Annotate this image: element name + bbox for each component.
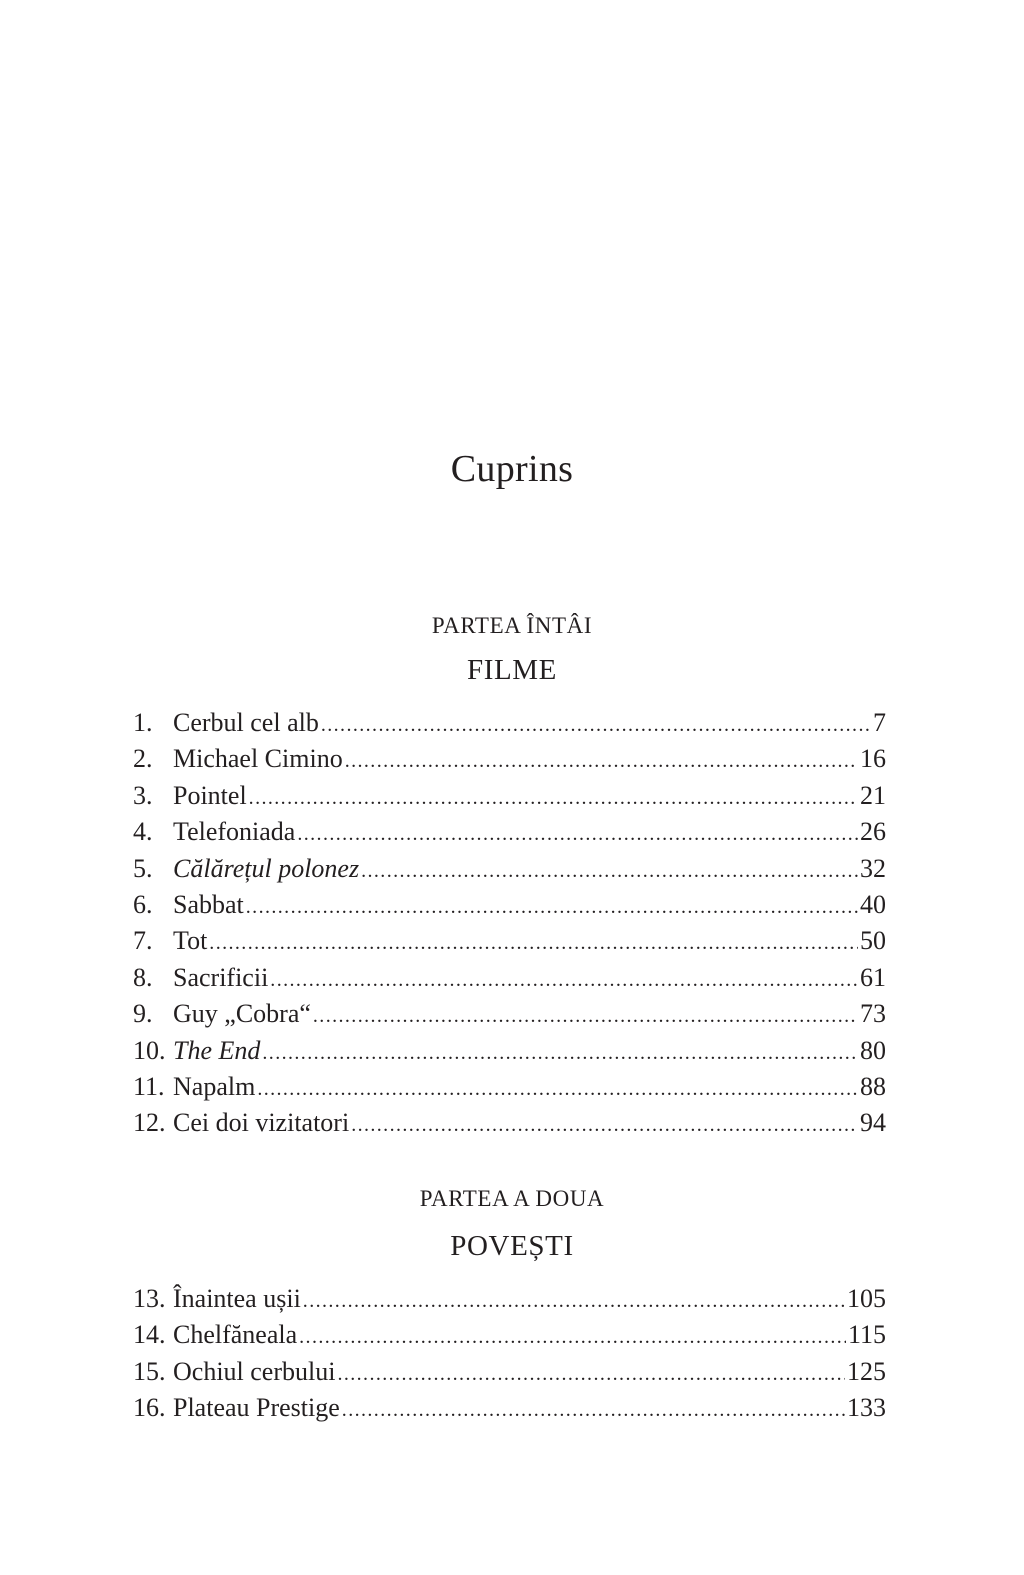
dot-leader bbox=[345, 743, 858, 779]
toc-entry-title: The End bbox=[173, 1035, 261, 1065]
toc-entry bbox=[133, 741, 886, 777]
toc-entry bbox=[133, 1069, 886, 1105]
toc-entry-page-number: 26 bbox=[860, 817, 886, 847]
toc-entry-number: 14. bbox=[133, 1320, 166, 1350]
toc-entry-title: Telefoniada bbox=[173, 817, 296, 847]
toc-entry bbox=[133, 1317, 886, 1353]
toc-entry bbox=[133, 996, 886, 1032]
toc-entry-title: Ochiul cerbului bbox=[173, 1356, 336, 1386]
toc-entry bbox=[133, 1390, 886, 1426]
toc-entry-page-number: 61 bbox=[860, 962, 886, 992]
toc-entry bbox=[133, 814, 886, 850]
toc-entry-page-number: 133 bbox=[847, 1393, 886, 1423]
toc-entry bbox=[133, 778, 886, 814]
dot-leader bbox=[209, 925, 858, 961]
toc-entry-page-number: 16 bbox=[860, 744, 886, 774]
toc-entry-number: 11. bbox=[133, 1071, 165, 1101]
toc-entry-title: Napalm bbox=[173, 1071, 256, 1101]
toc-entry bbox=[133, 1354, 886, 1390]
part-title: FILME bbox=[467, 654, 557, 686]
toc-entry-title: Guy „Cobra“ bbox=[173, 999, 311, 1029]
toc-entry-title: Tot bbox=[173, 926, 208, 956]
toc-entry-title: Înaintea ușii bbox=[173, 1284, 301, 1313]
dot-leader bbox=[246, 889, 858, 925]
toc-entry bbox=[133, 887, 886, 923]
dot-leader bbox=[249, 780, 858, 816]
toc-entry bbox=[133, 705, 886, 741]
toc-entry bbox=[133, 1105, 886, 1141]
toc-entry-page-number: 40 bbox=[860, 889, 886, 919]
dot-leader bbox=[342, 1392, 845, 1428]
dot-leader bbox=[337, 1356, 845, 1392]
toc-entry-number: 4. bbox=[133, 817, 153, 847]
dot-leader bbox=[270, 962, 858, 998]
toc-entry-page-number: 115 bbox=[847, 1320, 886, 1350]
dot-leader bbox=[303, 1283, 845, 1319]
toc-entry-page-number: 21 bbox=[860, 780, 886, 810]
part-label: PARTEA A DOUA bbox=[419, 1186, 605, 1211]
toc-entry-number: 10. bbox=[133, 1035, 166, 1065]
toc-entry-title: Călărețul polonez bbox=[173, 853, 360, 883]
dot-leader bbox=[299, 1319, 846, 1355]
toc-entry bbox=[133, 960, 886, 996]
toc-entry-number: 8. bbox=[133, 962, 153, 992]
toc-entry-title: Sacrificii bbox=[173, 962, 269, 992]
toc-entry-number: 6. bbox=[133, 889, 153, 919]
dot-leader bbox=[321, 707, 871, 743]
toc-entry-page-number: 7 bbox=[873, 708, 886, 737]
dot-leader bbox=[351, 1107, 858, 1143]
toc-entry-page-number: 94 bbox=[860, 1108, 886, 1138]
toc-list bbox=[133, 1281, 886, 1427]
toc-entry-number: 1. bbox=[133, 708, 153, 737]
page-title: Cuprins bbox=[450, 448, 574, 490]
toc-entry-page-number: 32 bbox=[860, 853, 886, 883]
toc-entry-number: 9. bbox=[133, 999, 153, 1029]
toc-entry-number: 15. bbox=[133, 1356, 166, 1386]
toc-entry-page-number: 105 bbox=[847, 1284, 886, 1313]
toc-list bbox=[133, 705, 886, 1142]
toc-entry bbox=[133, 851, 886, 887]
toc-entry-number: 2. bbox=[133, 744, 153, 774]
toc-entry-number: 3. bbox=[133, 780, 153, 810]
toc-entry-page-number: 88 bbox=[860, 1071, 886, 1101]
toc-entry-title: Plateau Prestige bbox=[173, 1393, 340, 1423]
dot-leader bbox=[313, 998, 858, 1034]
toc-entry-number: 13. bbox=[133, 1284, 166, 1313]
toc-entry-title: Cerbul cel alb bbox=[173, 708, 319, 737]
toc-entry-number: 12. bbox=[133, 1108, 166, 1138]
dot-leader bbox=[262, 1035, 858, 1071]
toc-entry-title: Sabbat bbox=[173, 889, 244, 919]
toc-entry-title: Michael Cimino bbox=[173, 744, 343, 774]
toc-entry-title: Cei doi vizitatori bbox=[173, 1108, 350, 1138]
toc-entry-page-number: 125 bbox=[847, 1356, 886, 1386]
toc-entry bbox=[133, 1033, 886, 1069]
part-label: PARTEA ÎNTÂI bbox=[431, 613, 593, 638]
toc-entry-page-number: 50 bbox=[860, 926, 886, 956]
dot-leader bbox=[257, 1071, 858, 1107]
toc-entry-title: Chelfăneala bbox=[173, 1320, 298, 1350]
toc-entry-number: 16. bbox=[133, 1393, 166, 1423]
toc-entry-page-number: 73 bbox=[860, 999, 886, 1029]
dot-leader bbox=[297, 816, 858, 852]
toc-entry-page-number: 80 bbox=[860, 1035, 886, 1065]
toc-entry-number: 5. bbox=[133, 853, 153, 883]
dot-leader bbox=[361, 853, 858, 889]
toc-entry bbox=[133, 923, 886, 959]
toc-entry-number: 7. bbox=[133, 926, 153, 956]
toc-entry bbox=[133, 1281, 886, 1317]
toc-entry-title: Pointel bbox=[173, 780, 247, 810]
part-title: POVEȘTI bbox=[450, 1230, 574, 1262]
